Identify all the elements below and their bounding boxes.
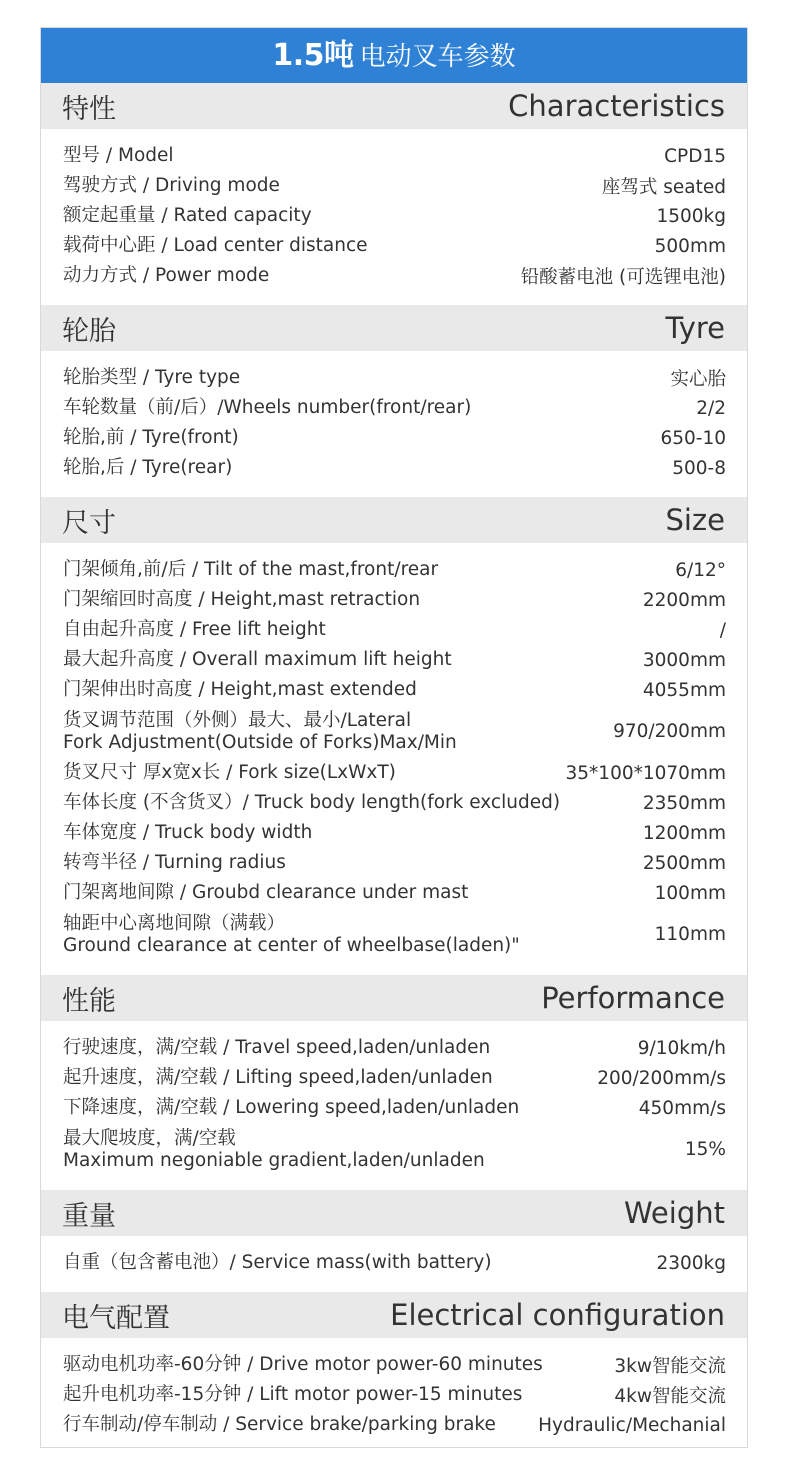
spec-label-line: 门架伸出时高度 / Height,mast extended bbox=[63, 679, 417, 700]
spec-row bbox=[41, 848, 747, 878]
section-title-en: Weight bbox=[623, 1196, 725, 1230]
spec-label-line: 动力方式 / Power mode bbox=[63, 265, 270, 286]
spec-value: 铅酸蓄电池 (可选锂电池) bbox=[520, 267, 726, 288]
spec-label bbox=[63, 559, 438, 581]
spec-section bbox=[41, 305, 747, 497]
spec-label-line: Fork Adjustment(Outside of Forks)Max/Min bbox=[63, 731, 457, 753]
spec-row bbox=[41, 393, 747, 423]
spec-label-line: 行驶速度，满/空载 / Travel speed,laden/unladen bbox=[63, 1037, 491, 1058]
spec-value: 500-8 bbox=[672, 457, 726, 479]
spec-row bbox=[41, 1380, 747, 1410]
spec-row bbox=[41, 1123, 747, 1176]
spec-label bbox=[63, 1067, 493, 1089]
title-bold: 1.5吨 bbox=[272, 38, 354, 73]
spec-section bbox=[41, 1190, 747, 1292]
spec-value: 6/12° bbox=[675, 559, 726, 581]
section-title-zh: 特性 bbox=[62, 93, 116, 125]
spec-row bbox=[41, 261, 747, 291]
spec-label-line: 转弯半径 / Turning radius bbox=[63, 852, 286, 873]
spec-label-line: Ground clearance at center of wheelbase(laden)" bbox=[63, 934, 520, 956]
spec-row bbox=[41, 788, 747, 818]
spec-row bbox=[41, 615, 747, 645]
section-title-en: Size bbox=[665, 503, 725, 537]
spec-label-line: 起升速度，满/空载 / Lifting speed,laden/unladen bbox=[63, 1067, 493, 1088]
sections-container bbox=[41, 83, 747, 1448]
spec-row bbox=[41, 363, 747, 393]
spec-label-line: 载荷中心距 / Load center distance bbox=[63, 235, 368, 256]
spec-label-line: 轴距中心离地间隙（满载） bbox=[63, 912, 286, 934]
section-header bbox=[41, 497, 747, 543]
spec-label-line: 轮胎类型 / Tyre type bbox=[63, 367, 241, 388]
spec-label bbox=[63, 1414, 496, 1436]
spec-row bbox=[41, 1093, 747, 1123]
spec-row bbox=[41, 908, 747, 961]
section-title-en: Electrical configuration bbox=[390, 1298, 725, 1332]
spec-label-line: 货叉调节范围（外侧）最大、最小/Lateral bbox=[63, 709, 412, 731]
spec-row bbox=[41, 1248, 747, 1278]
spec-sheet bbox=[40, 27, 748, 1448]
spec-label-line: 行车制动/停车制动 / Service brake/parking brake bbox=[63, 1414, 496, 1435]
spec-label bbox=[63, 1252, 492, 1274]
spec-label bbox=[63, 457, 232, 479]
spec-value: 2200mm bbox=[642, 589, 726, 611]
spec-row bbox=[41, 675, 747, 705]
section-header bbox=[41, 305, 747, 351]
spec-label bbox=[63, 882, 468, 904]
spec-row bbox=[41, 1410, 747, 1440]
spec-label-line: 车体长度 (不含货叉）/ Truck body length(fork excluded) bbox=[63, 792, 561, 813]
spec-row bbox=[41, 585, 747, 615]
section-rows bbox=[41, 1338, 747, 1448]
spec-label bbox=[63, 427, 239, 449]
spec-value: 3000mm bbox=[642, 649, 726, 671]
spec-label-line: 最大爬坡度，满/空载 bbox=[63, 1127, 236, 1149]
spec-label bbox=[63, 619, 326, 641]
spec-section bbox=[41, 975, 747, 1190]
spec-row bbox=[41, 231, 747, 261]
spec-value: 实心胎 bbox=[670, 369, 726, 390]
section-rows bbox=[41, 351, 747, 497]
section-title-en: Performance bbox=[541, 981, 725, 1015]
spec-value: 2/2 bbox=[696, 397, 726, 419]
spec-row bbox=[41, 705, 747, 758]
spec-label-line: 额定起重量 / Rated capacity bbox=[63, 205, 312, 226]
spec-label-line: 门架离地间隙 / Groubd clearance under mast bbox=[63, 882, 469, 903]
spec-value: 650-10 bbox=[660, 427, 726, 449]
spec-value: Hydraulic/Mechanial bbox=[538, 1414, 726, 1436]
spec-label bbox=[63, 1128, 485, 1172]
spec-row bbox=[41, 1033, 747, 1063]
spec-label-line: 门架倾角,前/后 / Tilt of the mast,front/rear bbox=[63, 559, 439, 580]
spec-label-line: 驱动电机功率-60分钟 / Drive motor power-60 minutes bbox=[63, 1354, 543, 1375]
section-header bbox=[41, 1292, 747, 1338]
spec-row bbox=[41, 555, 747, 585]
spec-row bbox=[41, 1350, 747, 1380]
section-title-zh: 轮胎 bbox=[62, 315, 116, 347]
spec-label bbox=[63, 679, 417, 701]
spec-value: / bbox=[719, 619, 726, 641]
spec-label-line: 最大起升高度 / Overall maximum lift height bbox=[63, 649, 452, 670]
spec-value: 970/200mm bbox=[613, 721, 726, 742]
spec-value: 2350mm bbox=[642, 792, 726, 814]
spec-value: 450mm/s bbox=[638, 1097, 726, 1119]
title-bar bbox=[41, 28, 747, 83]
spec-label-line: Maximum negoniable gradient,laden/unladen bbox=[63, 1149, 485, 1171]
section-title-zh: 重量 bbox=[62, 1200, 116, 1232]
spec-label bbox=[63, 1097, 519, 1119]
section-header bbox=[41, 975, 747, 1021]
section-title-en: Tyre bbox=[665, 311, 725, 345]
spec-value: 500mm bbox=[654, 235, 726, 257]
spec-value: 2300kg bbox=[656, 1252, 726, 1274]
spec-label bbox=[63, 175, 280, 197]
spec-row bbox=[41, 645, 747, 675]
section-rows bbox=[41, 543, 747, 975]
spec-value: CPD15 bbox=[664, 145, 726, 167]
section-header bbox=[41, 1190, 747, 1236]
spec-label bbox=[63, 235, 368, 257]
spec-row bbox=[41, 423, 747, 453]
spec-label-line: 货叉尺寸 厚x宽x长 / Fork size(LxWxT) bbox=[63, 762, 396, 783]
spec-label-line: 轮胎,后 / Tyre(rear) bbox=[63, 457, 233, 478]
spec-row bbox=[41, 453, 747, 483]
spec-value: 4kw智能交流 bbox=[614, 1386, 726, 1407]
spec-label bbox=[63, 205, 312, 227]
spec-value: 110mm bbox=[654, 924, 726, 945]
spec-label-line: 车体宽度 / Truck body width bbox=[63, 822, 313, 843]
section-title-en: Characteristics bbox=[508, 89, 725, 123]
spec-row bbox=[41, 1063, 747, 1093]
section-rows bbox=[41, 1021, 747, 1190]
spec-label bbox=[63, 1037, 490, 1059]
spec-label bbox=[63, 397, 471, 419]
spec-label-line: 轮胎,前 / Tyre(front) bbox=[63, 427, 239, 448]
spec-value: 2500mm bbox=[642, 852, 726, 874]
spec-value: 1500kg bbox=[656, 205, 726, 227]
section-title-zh: 尺寸 bbox=[62, 507, 116, 539]
spec-section bbox=[41, 83, 747, 305]
spec-label bbox=[63, 367, 240, 389]
spec-label bbox=[63, 852, 286, 874]
spec-section bbox=[41, 497, 747, 975]
spec-label bbox=[63, 1384, 522, 1406]
spec-label bbox=[63, 145, 174, 167]
spec-value: 3kw智能交流 bbox=[614, 1356, 726, 1377]
spec-label-line: 门架缩回时高度 / Height,mast retraction bbox=[63, 589, 421, 610]
spec-value: 4055mm bbox=[642, 679, 726, 701]
spec-row bbox=[41, 201, 747, 231]
spec-label bbox=[63, 265, 269, 287]
spec-label bbox=[63, 913, 520, 957]
section-rows bbox=[41, 1236, 747, 1292]
spec-label bbox=[63, 762, 396, 784]
spec-value: 15% bbox=[684, 1139, 726, 1160]
spec-value: 1200mm bbox=[642, 822, 726, 844]
spec-value: 35*100*1070mm bbox=[565, 762, 726, 784]
spec-label-line: 自由起升高度 / Free lift height bbox=[63, 619, 326, 640]
spec-label-line: 驾驶方式 / Driving mode bbox=[63, 175, 280, 196]
spec-label bbox=[63, 1354, 543, 1376]
section-header bbox=[41, 83, 747, 129]
spec-row bbox=[41, 818, 747, 848]
spec-row bbox=[41, 141, 747, 171]
spec-value: 200/200mm/s bbox=[597, 1067, 726, 1089]
spec-row bbox=[41, 758, 747, 788]
spec-label-line: 自重（包含蓄电池）/ Service mass(with battery) bbox=[63, 1252, 492, 1273]
spec-label-line: 下降速度，满/空载 / Lowering speed,laden/unladen bbox=[63, 1097, 520, 1118]
spec-value: 9/10km/h bbox=[637, 1037, 726, 1059]
spec-value: 座驾式 seated bbox=[601, 177, 726, 198]
spec-label-line: 起升电机功率-15分钟 / Lift motor power-15 minutes bbox=[63, 1384, 523, 1405]
spec-section bbox=[41, 1292, 747, 1448]
spec-label bbox=[63, 792, 560, 814]
spec-label bbox=[63, 649, 452, 671]
spec-row bbox=[41, 171, 747, 201]
spec-label-line: 车轮数量（前/后）/Wheels number(front/rear) bbox=[63, 397, 472, 418]
spec-label bbox=[63, 589, 420, 611]
section-title-zh: 性能 bbox=[62, 985, 116, 1017]
section-title-zh: 电气配置 bbox=[62, 1302, 170, 1334]
spec-label bbox=[63, 822, 312, 844]
spec-row bbox=[41, 878, 747, 908]
spec-label bbox=[63, 710, 457, 754]
spec-label-line: 型号 / Model bbox=[63, 145, 174, 166]
section-rows bbox=[41, 129, 747, 305]
spec-value: 100mm bbox=[654, 882, 726, 904]
title-rest: 电动叉车参数 bbox=[359, 42, 516, 72]
